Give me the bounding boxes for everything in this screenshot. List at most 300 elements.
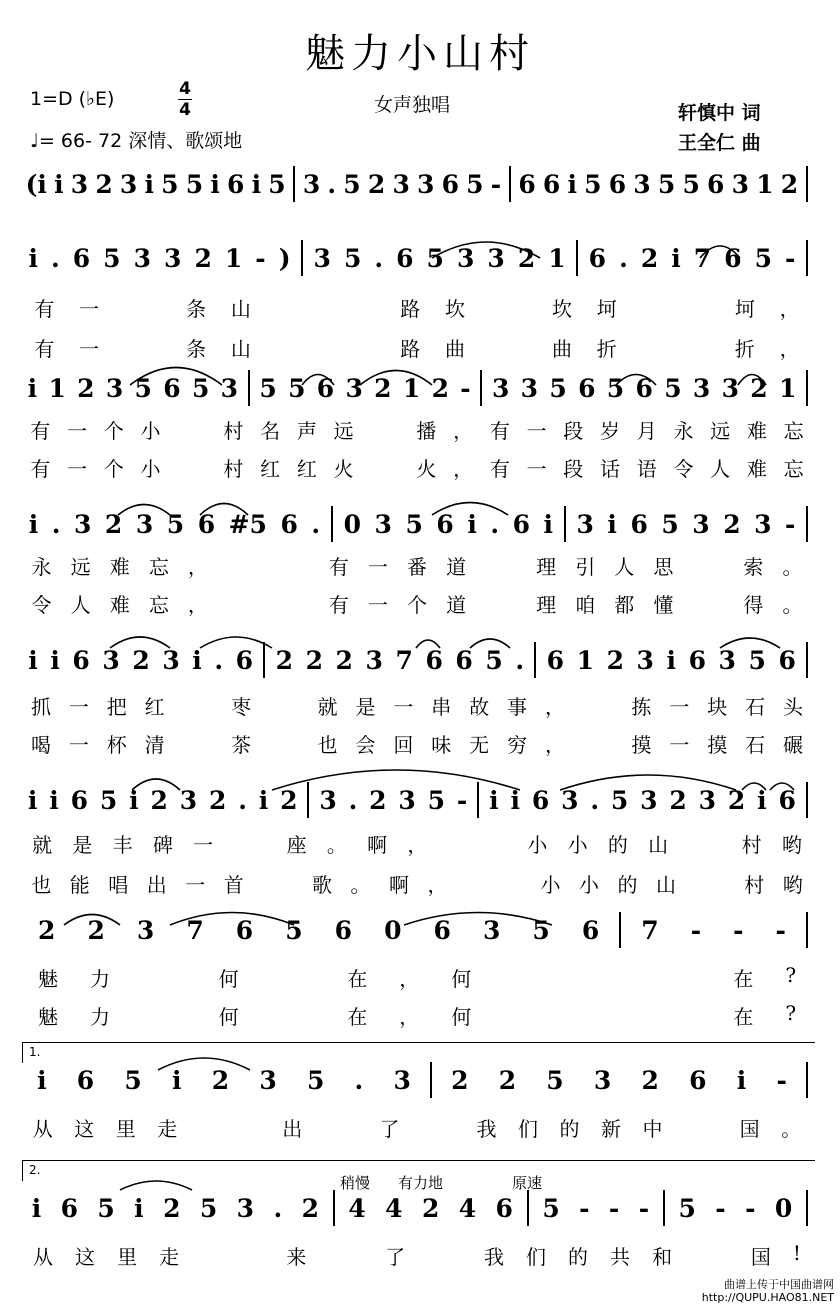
watermark-credit — [690, 1278, 834, 1304]
note: 6 — [235, 645, 254, 675]
note: 3 — [636, 645, 654, 675]
lyric-char: 何 — [218, 1005, 239, 1029]
lyric-char: 。 — [782, 593, 803, 617]
lyric-char: 这 — [74, 1117, 95, 1141]
lyric-char — [679, 1001, 717, 1027]
lyric-char: 有 — [489, 419, 510, 443]
lyric-char — [482, 869, 507, 895]
note: 1 — [402, 373, 421, 403]
lyric-char — [219, 1241, 247, 1267]
lyric-char — [598, 691, 622, 717]
lyric-char: 小 — [140, 419, 161, 443]
note: . — [51, 509, 61, 539]
lyric-char: 有 — [489, 457, 510, 481]
lyric-char — [705, 829, 732, 855]
note: 3 — [456, 243, 475, 273]
note: 3 — [561, 785, 579, 815]
lyric-char: ， — [779, 337, 800, 361]
lyric-char — [164, 963, 202, 989]
note: 5 — [532, 915, 550, 945]
lyricist: 轩慎中 词 — [678, 102, 761, 124]
lyric-char: 条 — [186, 297, 207, 321]
slur — [120, 1181, 192, 1190]
lyric-char: 永 — [31, 555, 52, 579]
lyric-char — [641, 1001, 679, 1027]
lyric-char: 折 — [734, 337, 755, 361]
note: 7 — [186, 915, 204, 945]
note: 6 — [72, 243, 91, 273]
lyric-char: 有 — [30, 419, 51, 443]
lyric-char: 块 — [707, 695, 728, 719]
note: - — [715, 1193, 726, 1223]
note: 2 — [498, 1065, 517, 1095]
lyric-line — [22, 729, 812, 755]
notation-row — [22, 167, 812, 201]
lyric-char: 国 — [739, 1117, 760, 1141]
lyric-char: 一 — [526, 419, 547, 443]
lyric-char — [217, 551, 242, 577]
note: 3 — [398, 785, 416, 815]
note: #5 — [228, 509, 267, 539]
lyric-char: 段 — [563, 457, 584, 481]
bar-line — [248, 370, 250, 406]
note: 3 — [259, 1065, 277, 1095]
note: 3 — [236, 1193, 255, 1223]
note: 5 — [678, 1193, 696, 1223]
note: 3 — [365, 645, 383, 675]
lyric-char: 枣 — [231, 695, 252, 719]
notation-row — [22, 241, 812, 275]
note: 3 — [302, 169, 321, 199]
lyric-char — [660, 333, 691, 359]
lyric-char — [602, 1001, 640, 1027]
lyric-char — [487, 1001, 525, 1027]
composer: 王全仁 曲 — [678, 132, 761, 154]
lyric-char: 把 — [106, 695, 127, 719]
note: 2 — [727, 785, 746, 815]
lyric-char: 个 — [103, 457, 124, 481]
lyric-char: 来 — [286, 1245, 307, 1269]
note: - — [608, 1193, 620, 1223]
lyric-char — [526, 963, 564, 989]
note: 6 — [512, 509, 530, 539]
note: 3 — [576, 509, 594, 539]
lyric-char: 在 — [733, 967, 754, 991]
note: 2 — [750, 373, 768, 403]
note: 2 — [367, 169, 386, 199]
note: . — [273, 1193, 283, 1223]
lyric-char: 折 — [596, 337, 617, 361]
note: i — [736, 1065, 747, 1095]
note: 5 — [103, 243, 121, 273]
note: - — [638, 1193, 650, 1223]
notation-row — [22, 783, 812, 817]
lyric-char — [437, 829, 464, 855]
lyric-char — [217, 589, 242, 615]
note: 2 — [104, 509, 123, 539]
bar-line — [806, 782, 808, 818]
note: 5 — [134, 373, 152, 403]
lyric-char: 小 — [567, 833, 588, 857]
note: 1 — [548, 243, 566, 273]
lyric-char: 在 — [347, 1005, 368, 1029]
credit-line-1: 曲谱上传于中国曲谱网 — [724, 1278, 834, 1291]
note: 6 — [578, 373, 596, 403]
lyric-char: 何 — [451, 1005, 472, 1029]
lyric-char: 坎 — [551, 297, 572, 321]
note: 1 — [576, 645, 594, 675]
bar-line — [527, 1190, 529, 1226]
note: 2 — [87, 915, 105, 945]
lyric-char — [260, 691, 284, 717]
note: 6 — [635, 373, 653, 403]
lyric-char — [708, 551, 733, 577]
note: 2 — [132, 645, 150, 675]
lyric-char — [112, 333, 143, 359]
lyric-char: 理 — [536, 593, 557, 617]
lyric-char: 红 — [144, 695, 165, 719]
lyric-char — [508, 293, 539, 319]
bar-line — [331, 506, 333, 542]
lyric-char — [385, 453, 408, 479]
bar-line — [509, 166, 511, 202]
note: 5 — [99, 785, 118, 815]
note: 7 — [693, 243, 712, 273]
lyric-char — [255, 1001, 293, 1027]
note: 3 — [105, 373, 124, 403]
note: 6 — [581, 915, 600, 945]
lyric-char — [574, 729, 598, 755]
note: . — [311, 509, 321, 539]
lyric-char — [385, 415, 408, 441]
lyric-char: 力 — [89, 1005, 110, 1029]
note: - — [255, 243, 266, 273]
note: 5 — [657, 169, 676, 199]
time-signature — [176, 80, 194, 119]
note: 5 — [542, 1193, 560, 1223]
lyric-char: 中 — [642, 1117, 663, 1141]
note: 3 — [482, 915, 501, 945]
lyric-char — [701, 1113, 729, 1139]
lyric-char — [508, 333, 539, 359]
lyric-char: 思 — [653, 555, 674, 579]
note: 6 — [588, 243, 607, 273]
note: 2 — [606, 645, 624, 675]
note: 2 — [335, 645, 353, 675]
lyric-char: 清 — [144, 733, 165, 757]
lyric-char — [263, 333, 294, 359]
note: 3 — [721, 373, 739, 403]
note: 3 — [417, 169, 435, 199]
lyric-char: ， — [187, 555, 208, 579]
lyric-char — [564, 963, 602, 989]
lyric-char — [223, 829, 250, 855]
lyric-char: 一 — [185, 873, 206, 897]
lyric-char: 何 — [218, 967, 239, 991]
note: 3 — [754, 509, 772, 539]
note: i — [54, 169, 64, 199]
lyric-char: 个 — [407, 593, 428, 617]
note: . — [238, 785, 247, 815]
note: (i — [25, 169, 47, 199]
note: i — [50, 645, 60, 675]
lyric-char: 的 — [568, 1245, 588, 1269]
lyric-char: 首 — [223, 873, 244, 897]
note: i — [27, 373, 38, 403]
lyric-char: 碾 — [783, 733, 804, 757]
note: 2 — [421, 1193, 440, 1223]
note: 6 — [436, 509, 454, 539]
bar-line — [806, 370, 808, 406]
note: 3 — [133, 243, 151, 273]
lyric-char — [683, 1241, 711, 1267]
lyric-char: 山 — [230, 337, 251, 361]
note: 6 — [707, 169, 725, 199]
note: 5 — [427, 785, 446, 815]
lyric-char: 啊 — [367, 833, 388, 857]
lyric-char: 哟 — [782, 873, 803, 897]
lyric-char: ， — [427, 873, 448, 897]
lyric-char — [174, 729, 198, 755]
lyric-char: 能 — [69, 873, 90, 897]
lyric-char: 村 — [223, 457, 244, 481]
lyric-char — [313, 1113, 341, 1139]
lyric-char: 远 — [333, 419, 354, 443]
lyric-char: 串 — [431, 695, 452, 719]
lyric-char — [341, 1113, 369, 1139]
lyric-char — [174, 691, 198, 717]
lyric-char — [477, 333, 508, 359]
note: 6 — [163, 373, 181, 403]
note: i — [210, 169, 220, 199]
lyric-char — [683, 551, 708, 577]
lyric-char: 远 — [710, 419, 731, 443]
note: 5 — [268, 169, 286, 199]
lyric-char — [476, 589, 501, 615]
note: 7 — [641, 915, 659, 945]
lyric-char: 小 — [540, 873, 561, 897]
lyric-char: 声 — [296, 419, 317, 443]
lyric-char: 无 — [469, 733, 490, 757]
lyric-char: 道 — [446, 555, 467, 579]
bar-line — [480, 370, 482, 406]
lyric-char: 咱 — [575, 593, 596, 617]
lyric-char: 们 — [518, 1117, 539, 1141]
notation-row — [22, 913, 812, 947]
lyric-char: 里 — [115, 1117, 136, 1141]
note: 3 — [220, 373, 239, 403]
lyric-line — [22, 691, 812, 717]
note: 6 — [495, 1193, 513, 1223]
note: 3 — [692, 373, 711, 403]
lyric-char — [255, 963, 293, 989]
note: 6 — [778, 645, 796, 675]
lyric-char — [188, 1113, 216, 1139]
note: 5 — [606, 373, 625, 403]
note: 3 — [392, 169, 410, 199]
lyric-char: 令 — [31, 593, 52, 617]
note: 2 — [374, 373, 392, 403]
note: 5 — [259, 373, 277, 403]
note: 3 — [393, 1065, 411, 1095]
lyric-char — [660, 293, 691, 319]
lyric-char — [683, 589, 708, 615]
lyric-char: 有 — [34, 297, 55, 321]
note: 5 — [166, 509, 185, 539]
lyric-char: 座 — [286, 833, 307, 857]
lyric-char — [574, 691, 598, 717]
lyric-char — [268, 589, 293, 615]
note: 2 — [208, 785, 227, 815]
lyric-char — [487, 963, 525, 989]
lyric-char: 忘 — [148, 593, 169, 617]
note: 6 — [724, 243, 742, 273]
volta-1: 1. — [22, 1042, 815, 1063]
lyric-char — [526, 1001, 564, 1027]
lyric-char: 有 — [328, 555, 349, 579]
bar-line — [333, 1190, 335, 1226]
lyric-char — [244, 1113, 272, 1139]
lyric-char — [564, 1001, 602, 1027]
lyric-char — [278, 869, 303, 895]
lyric-char — [357, 333, 388, 359]
lyric-char: 。 — [326, 833, 347, 857]
lyric-char — [708, 589, 733, 615]
note: . — [374, 243, 384, 273]
lyric-char: 的 — [607, 833, 628, 857]
song-title: 魅力小山村 — [305, 31, 535, 77]
note: 2 — [369, 785, 387, 815]
note: 5 — [485, 645, 503, 675]
lyric-char: 条 — [186, 337, 207, 361]
lyric-line — [22, 1241, 812, 1267]
lyric-char: ， — [407, 833, 428, 857]
note: 3 — [593, 1065, 612, 1095]
note: . — [515, 645, 525, 675]
lyric-char: 会 — [355, 733, 376, 757]
note: 5 — [405, 509, 423, 539]
lyric-char: 坷 — [596, 297, 617, 321]
notation-row — [22, 1191, 812, 1225]
note: 2 — [305, 645, 323, 675]
lyric-char — [326, 293, 357, 319]
note: 2 — [95, 169, 113, 199]
note: 3 — [136, 915, 155, 945]
note: 2 — [723, 509, 741, 539]
note: 3 — [319, 785, 337, 815]
note: i — [31, 1193, 42, 1223]
lyric-char: 一 — [393, 695, 414, 719]
note: 4 — [348, 1193, 366, 1223]
lyric-char — [243, 589, 268, 615]
lyric-char — [491, 829, 518, 855]
lyric-char: 出 — [282, 1117, 303, 1141]
lyric-char: 里 — [117, 1245, 138, 1269]
lyric-char: 播 — [416, 419, 437, 443]
lyric-char: 村 — [744, 873, 765, 897]
note: i — [28, 509, 39, 539]
note: - — [733, 915, 744, 945]
note: . — [590, 785, 600, 815]
lyric-char — [685, 869, 710, 895]
note: 3 — [633, 169, 651, 199]
lyric-line — [22, 869, 812, 895]
lyric-char — [263, 293, 294, 319]
note: 5 — [306, 1065, 325, 1095]
lyric-char: 。 — [782, 555, 803, 579]
lyric-line — [22, 1113, 812, 1139]
bar-line — [301, 240, 303, 276]
lyric-char: 难 — [746, 419, 767, 443]
lyric-char: 唱 — [108, 873, 129, 897]
lyric-char — [501, 551, 526, 577]
note: . — [327, 169, 337, 199]
bar-line — [477, 782, 479, 818]
lyric-char — [169, 453, 192, 479]
lyric-char — [710, 869, 735, 895]
note: 6 — [546, 645, 565, 675]
lyric-char: 在 — [347, 967, 368, 991]
lyric-char — [284, 691, 308, 717]
lyric-char: 小 — [527, 833, 548, 857]
lyric-char: 一 — [367, 593, 388, 617]
lyric-char: 石 — [745, 733, 766, 757]
lyric-char: 头 — [783, 695, 804, 719]
note: i — [28, 243, 38, 273]
lyric-char — [362, 415, 385, 441]
note: 2 — [275, 645, 293, 675]
lyric-char: 了 — [385, 1245, 406, 1269]
bar-line — [806, 642, 808, 678]
lyric-char: 摸 — [631, 733, 652, 757]
note: 6 — [60, 1193, 78, 1223]
lyric-char: 段 — [563, 419, 584, 443]
note: i — [144, 169, 154, 199]
lyric-char: 岁 — [600, 419, 621, 443]
note: 2 — [163, 1193, 181, 1223]
lyric-char: ? — [785, 1001, 797, 1025]
lyric-char: 故 — [469, 695, 490, 719]
lyric-char: 们 — [525, 1245, 546, 1269]
note: - — [690, 915, 702, 945]
lyric-char — [326, 333, 357, 359]
note: i — [666, 645, 676, 675]
lyric-char: 喝 — [30, 733, 51, 757]
lyric-char: ? — [785, 963, 797, 987]
note: . — [214, 645, 224, 675]
lyric-char — [294, 589, 319, 615]
note: 2 — [38, 915, 56, 945]
note: i — [567, 169, 577, 199]
note: 2 — [280, 785, 298, 815]
lyric-char: 也 — [317, 733, 338, 757]
lyric-char: 一 — [669, 733, 690, 757]
note: 3 — [119, 169, 138, 199]
lyric-char — [143, 293, 174, 319]
note: . — [354, 1065, 364, 1095]
lyric-char: 一 — [193, 833, 214, 857]
note: - — [460, 373, 471, 403]
lyric-char: 一 — [669, 695, 690, 719]
note: 5 — [664, 373, 682, 403]
lyric-char — [629, 293, 660, 319]
note: 2 — [211, 1065, 230, 1095]
note: 5 — [549, 373, 567, 403]
note: i — [607, 509, 617, 539]
lyric-char — [477, 293, 508, 319]
note: i — [510, 785, 520, 815]
note: 2 — [194, 243, 212, 273]
